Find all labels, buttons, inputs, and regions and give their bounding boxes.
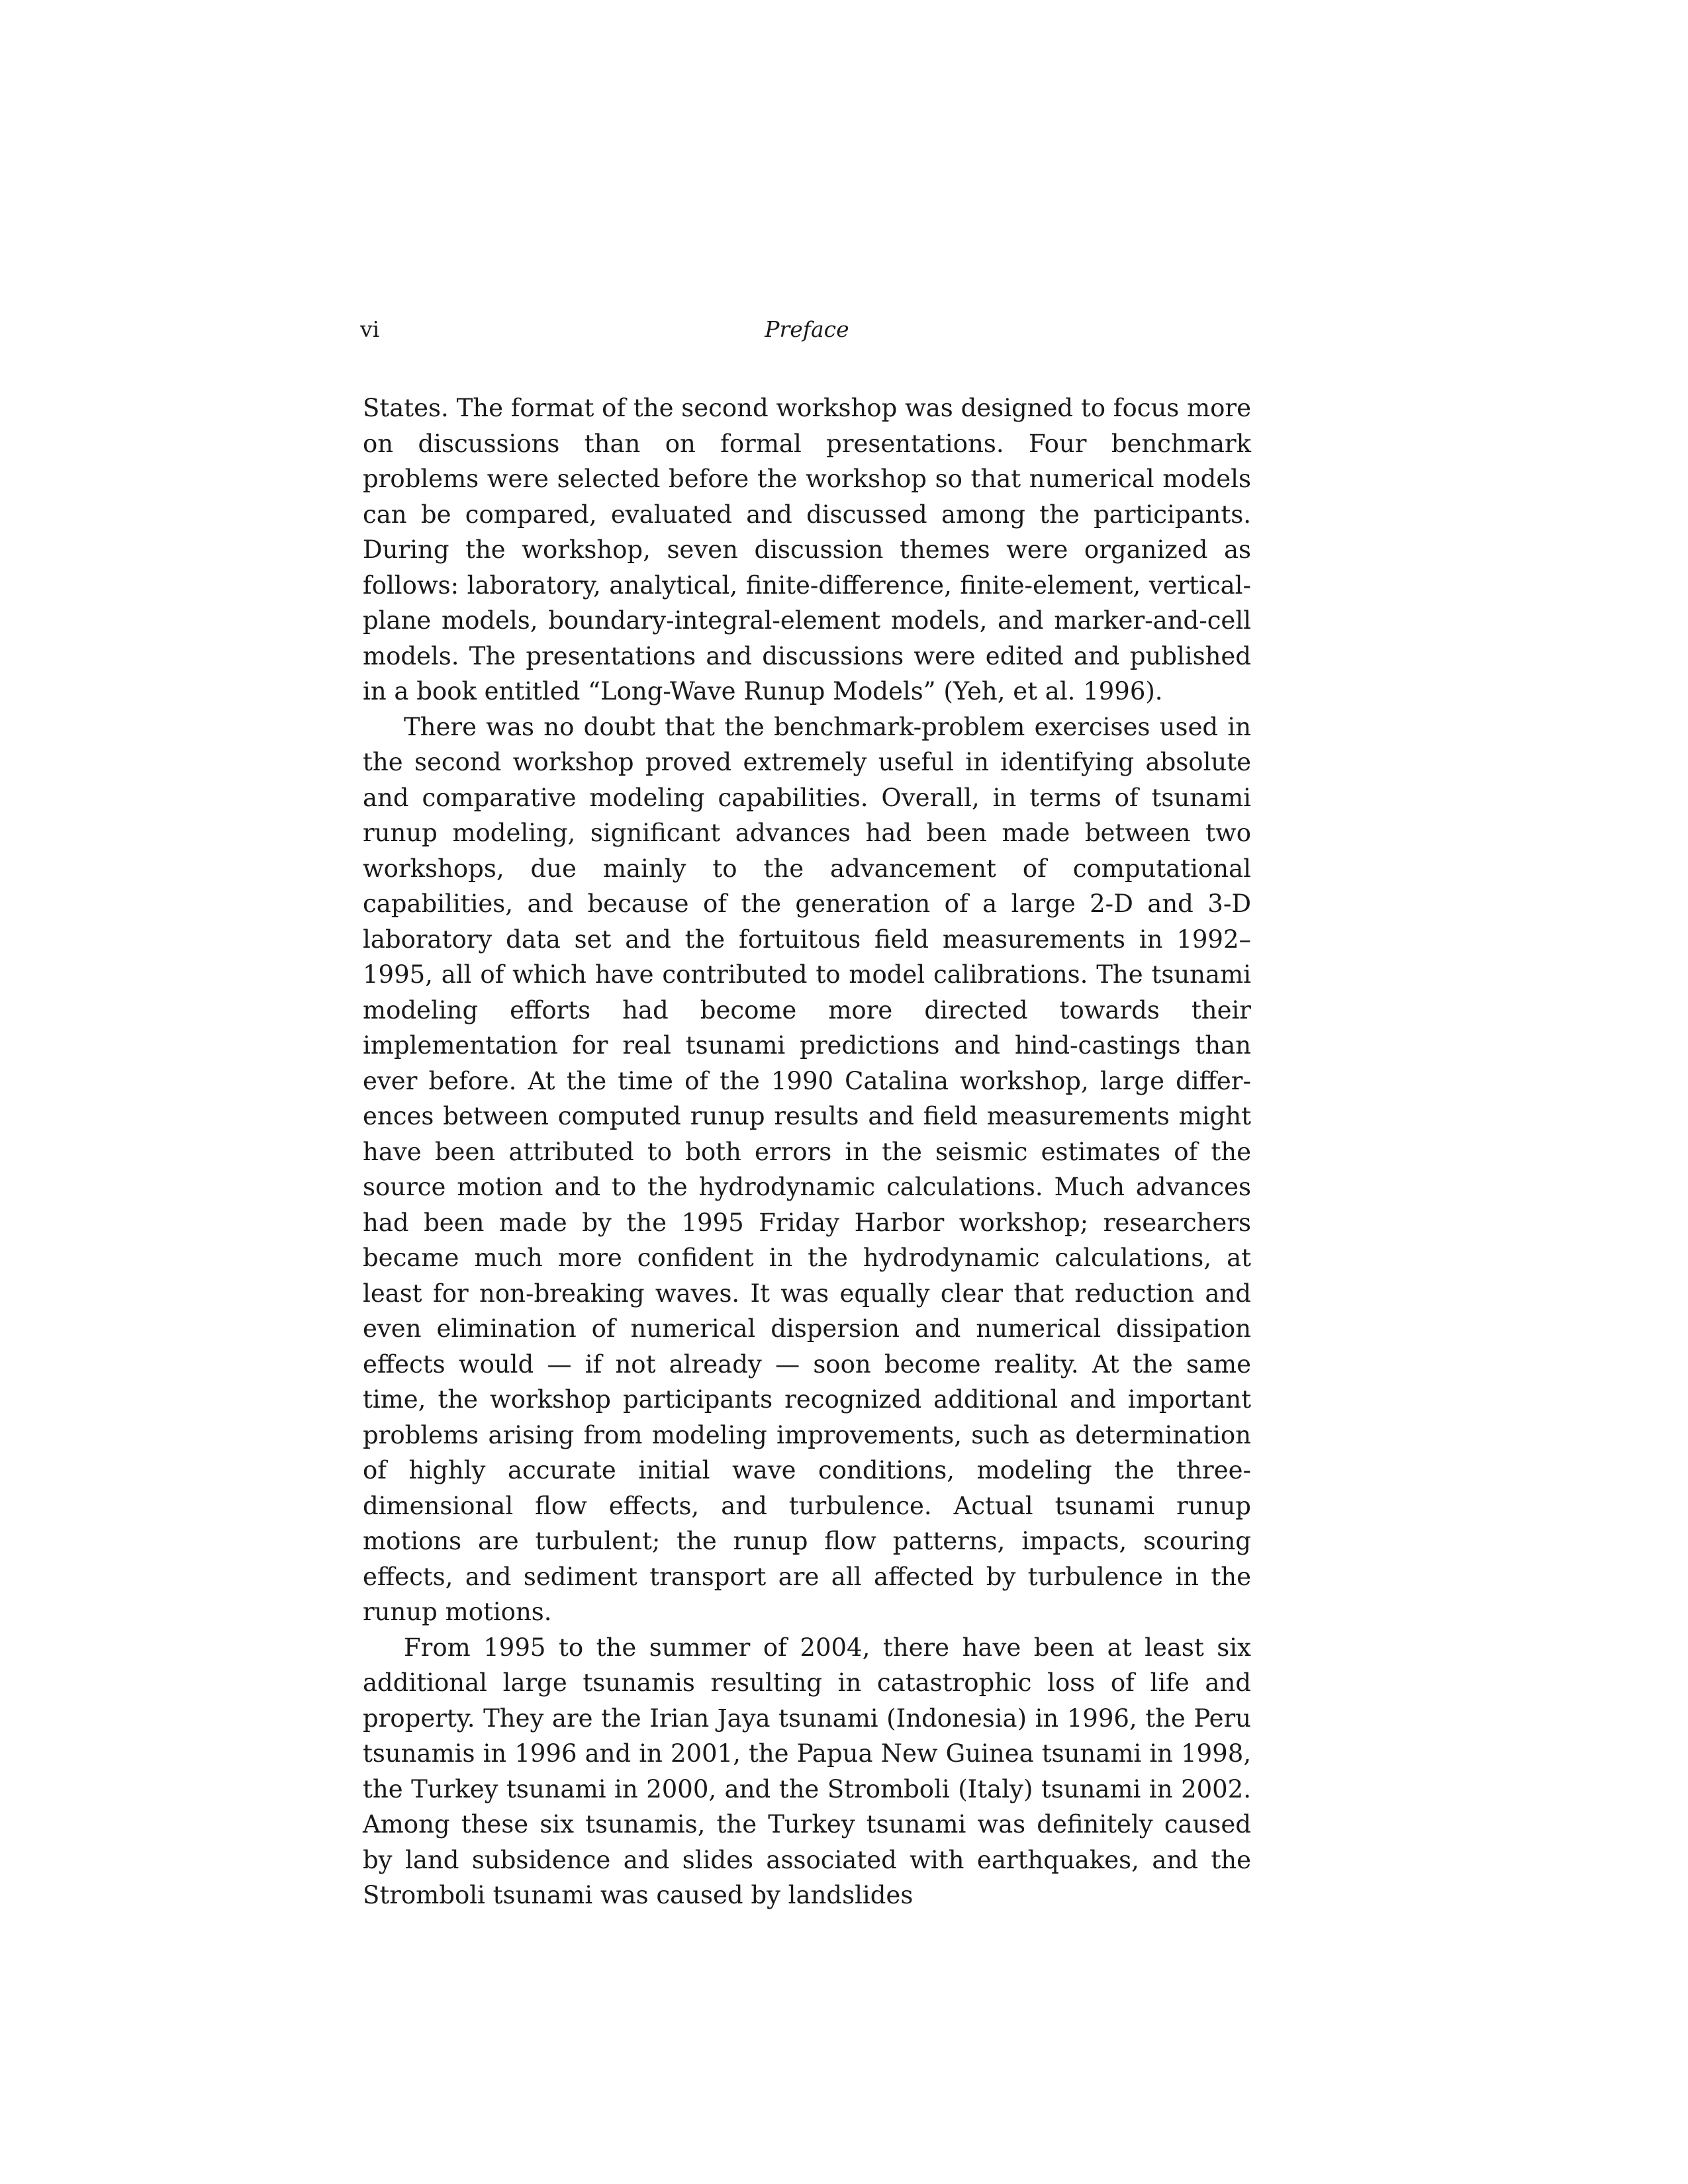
paragraph: States. The format of the second workshop was designed to focus more on discussions than on formal presentations. Four benchmark problems were selected before the workshop so that numerical models can be compared, evaluated and discussed among the participants. During the workshop, seven discussion themes were organized as follows: laboratory, analytical, finite-difference, finite-element, vertical-plane models, boundary-integral-element models, and marker-and-cell models. The presentations and discussions were edited and published in a book entitled “Long-Wave Runup Models” (Yeh, et al. 1996). — [363, 394, 1251, 705]
body-text — [363, 390, 1251, 1913]
paragraph: There was no doubt that the benchmark-problem exercises used in the second workshop proved extremely useful in identifying absolute and comparative modeling capabilities. Overall, in terms of tsunami runup modeling, significant advances had been made between two workshops, due mainly to the advancement of computational capabilities, and because of the generation of a large 2-D and 3-D laboratory data set and the fortuitous field measurements in 1992–1995, all of which have contributed to model calibrations. The tsunami modeling efforts had become more directed towards their implementation for real tsunami predictions and hind-castings than ever before. At the time of the 1990 Catalina workshop, large differences between computed runup results and field measurements might have been attributed to both errors in the seismic estimates of the source motion and to the hydrodynamic calculations. Much advances had been made by the 1995 Friday Harbor workshop; researchers became much more confident in the hydrodynamic calculations, at least for non-breaking waves. It was equally clear that reduction and even elimination of numerical dispersion and numerical dissipation effects would — if not already — soon become reality. At the same time, the workshop participants recognized additional and important problems arising from modeling improvements, such as determination of highly accurate initial wave conditions, modeling the three-dimensional flow effects, and turbulence. Actual tsunami runup motions are turbulent; the runup flow patterns, impacts, scouring effects, and sediment transport are all affected by turbulence in the runup motions. — [363, 712, 1251, 1626]
running-head — [360, 316, 1254, 349]
paragraph: From 1995 to the summer of 2004, there have been at least six additional large tsunamis resulting in catastrophic loss of life and property. They are the Irian Jaya tsunami (Indonesia) in 1996, the Peru tsunamis in 1996 and in 2001, the Papua New Guinea tsunami in 1998, the Turkey tsunami in 2000, and the Stromboli (Italy) tsunami in 2002. Among these six tsunamis, the Turkey tsunami was definitely caused by land subsidence and slides associated with earthquakes, and the Stromboli tsunami was caused by landslides — [363, 1633, 1251, 1909]
page-number: vi — [360, 316, 380, 342]
running-title: Preface — [765, 316, 849, 342]
